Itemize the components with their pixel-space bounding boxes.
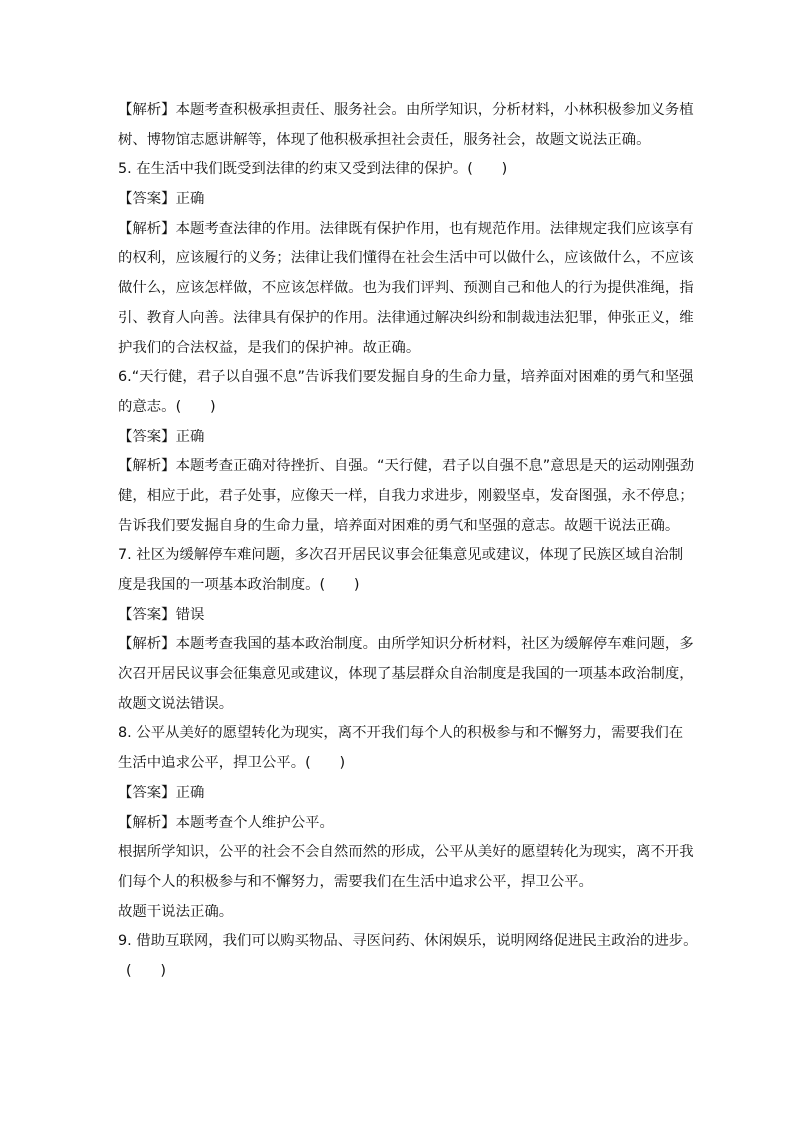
analysis-q6-line-2: 健，相应于此，君子处事，应像天一样，自我力求进步，刚毅坚卓，发奋图强，永不停息； — [118, 487, 694, 504]
analysis-q8-line-3: 们每个人的积极参与和不懈努力，需要我们在生活中追求公平，捍卫公平。 — [118, 873, 593, 890]
analysis-q5-line-1: 【解析】本题考查法律的作用。法律既有保护作用，也有规范作用。法律规定我们应该享有 — [118, 220, 694, 237]
question-9-line-2: ( ) — [126, 962, 167, 979]
question-6-line-1: 6.“天行健，君子以自强不息”告诉我们要发掘自身的生命力量，培养面对困难的勇气和坚强 — [118, 369, 694, 386]
analysis-q5-line-3: 做什么，应该怎样做，不应该怎样做。也为我们评判、预测自己和他人的行为提供准绳，指 — [118, 280, 694, 297]
question-7-line-1: 7. 社区为缓解停车难问题，多次召开居民议事会征集意见或建议，体现了民族区域自治制 — [118, 547, 684, 564]
analysis-q4-line-2: 树、博物馆志愿讲解等，体现了他积极承担社会责任，服务社会，故题文说法正确。 — [118, 131, 651, 148]
analysis-q7-line-1: 【解析】本题考查我国的基本政治制度。由所学知识分析材料，社区为缓解停车难问题，多 — [118, 636, 694, 653]
analysis-q5-line-4: 引、教育人向善。法律具有保护的作用。法律通过解决纠纷和制裁违法犯罪，伸张正义，维 — [118, 309, 694, 326]
question-8-line-1: 8. 公平从美好的愿望转化为现实，离不开我们每个人的积极参与和不懈努力，需要我们在 — [118, 725, 684, 742]
analysis-q8-line-4: 故题干说法正确。 — [118, 903, 234, 920]
analysis-q8-line-1: 【解析】本题考查个人维护公平。 — [118, 814, 334, 831]
analysis-q6-line-1: 【解析】本题考查正确对待挫折、自强。“天行健，君子以自强不息”意思是天的运动刚强劲 — [118, 458, 695, 475]
analysis-q7-line-3: 故题文说法错误。 — [118, 695, 234, 712]
answer-q6: 【答案】正确 — [118, 428, 205, 445]
answer-q5: 【答案】正确 — [118, 191, 205, 208]
analysis-q6-line-3: 告诉我们要发掘自身的生命力量，培养面对困难的勇气和坚强的意志。故题干说法正确。 — [118, 517, 680, 534]
answer-q7: 【答案】错误 — [118, 606, 205, 623]
question-5: 5. 在生活中我们既受到法律的约束又受到法律的保护。( ) — [118, 161, 508, 178]
analysis-q8-line-2: 根据所学知识，公平的社会不会自然而然的形成，公平从美好的愿望转化为现实，离不开我 — [118, 844, 694, 861]
question-8-line-2: 生活中追求公平，捍卫公平。( ) — [118, 755, 346, 772]
document-body — [118, 96, 703, 987]
analysis-q5-line-2: 的权利，应该履行的义务；法律让我们懂得在社会生活中可以做什么，应该做什么，不应该 — [118, 250, 694, 267]
analysis-q7-line-2: 次召开居民议事会征集意见或建议，体现了基层群众自治制度是我国的一项基本政治制度， — [118, 666, 694, 683]
analysis-q4-line-1: 【解析】本题考查积极承担责任、服务社会。由所学知识，分析材料，小林积极参加义务植 — [118, 102, 694, 118]
question-9-line-1: 9. 借助互联网，我们可以购买物品、寻医问药、休闲娱乐，说明网络促进民主政治的进步。 — [118, 933, 698, 950]
question-6-line-2: 的意志。( ) — [118, 398, 216, 415]
answer-q8: 【答案】正确 — [118, 784, 205, 801]
question-7-line-2: 度是我国的一项基本政治制度。( ) — [118, 577, 360, 593]
analysis-q5-line-5: 护我们的合法权益，是我们的保护神。故正确。 — [118, 339, 421, 356]
